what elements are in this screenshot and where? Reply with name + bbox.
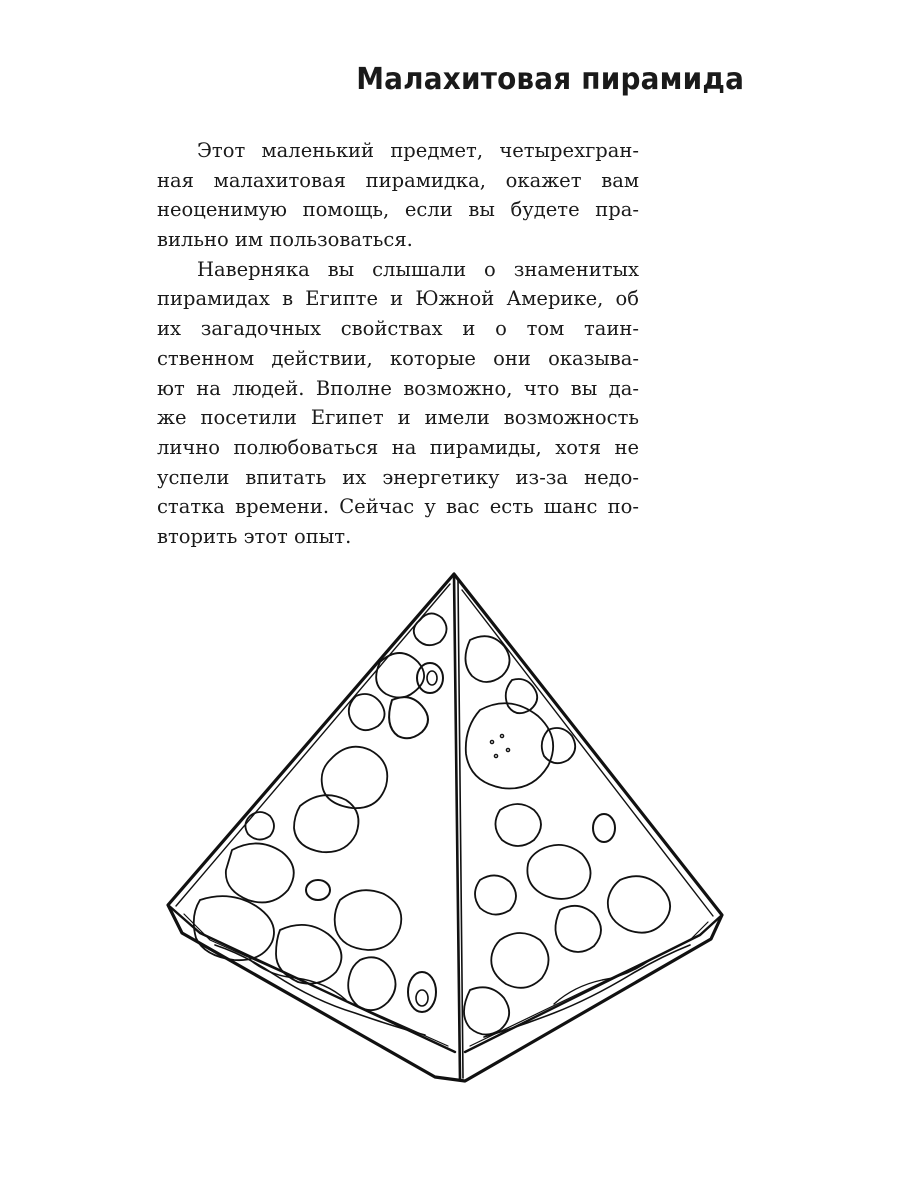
malachite-swirl: [226, 843, 294, 902]
text-line: же посетили Египет и имели возможность: [157, 406, 639, 430]
malachite-swirl: [475, 875, 516, 914]
malachite-swirl: [608, 876, 670, 933]
malachite-swirl: [466, 703, 553, 788]
text-line: неоценимую помощь, если вы будете пра-: [157, 198, 639, 222]
text-line: статка времени. Сейчас у вас есть шанс по-: [157, 495, 639, 519]
pyramid-left-edge-inner: [176, 584, 450, 906]
malachite-swirl: [542, 728, 575, 763]
malachite-swirl: [414, 613, 447, 645]
malachite-eye-inner: [416, 990, 428, 1006]
text-line: ственном действии, которые они оказыва-: [157, 346, 639, 370]
page-title: Малахитовая пирамида: [356, 62, 744, 97]
text-line: ная малахитовая пирамидка, окажет вам: [157, 168, 639, 192]
malachite-swirl: [495, 804, 541, 846]
malachite-swirl: [555, 906, 601, 952]
body-text: [157, 136, 639, 552]
malachite-dot: [506, 748, 509, 751]
text-line: Этот маленький предмет, четырехгран-: [197, 139, 639, 162]
pyramid-right-edge-inner: [462, 590, 713, 916]
malachite-swirl: [294, 795, 358, 852]
malachite-swirl: [276, 925, 341, 984]
malachite-swirl: [491, 933, 548, 988]
malachite-swirl: [322, 747, 388, 808]
text-line: ют на людей. Вполне возможно, что вы да-: [157, 376, 639, 400]
text-line: лично полюбоваться на пирамиды, хотя не: [157, 435, 639, 459]
malachite-swirl: [464, 987, 509, 1034]
text-line: успели впитать их энергетику из-за недо-: [157, 465, 639, 489]
text-line: Наверняка вы слышали о знаменитых: [197, 257, 639, 281]
pyramid-base-bevel-inner-left: [184, 914, 448, 1046]
malachite-eye: [593, 814, 615, 842]
pyramid-outline: [168, 574, 722, 1081]
malachite-pyramid-icon: [160, 570, 730, 1090]
malachite-swirl: [348, 957, 395, 1010]
malachite-swirl: [349, 694, 385, 730]
malachite-swirl: [389, 697, 428, 738]
text-line: их загадочных свойствах и о том таин-: [157, 317, 639, 341]
text-line: пирамидах в Египте и Южной Америке, об: [157, 287, 639, 311]
text-line: вторить этот опыт.: [157, 524, 352, 548]
malachite-swirl: [245, 812, 274, 840]
malachite-swirl: [527, 845, 590, 899]
malachite-dot: [490, 740, 493, 743]
malachite-swirl: [335, 890, 402, 950]
malachite-eye-inner: [427, 671, 437, 685]
malachite-pyramid-illustration: [160, 570, 730, 1090]
malachite-dot: [494, 754, 497, 757]
text-line: вильно им пользоваться.: [157, 228, 413, 252]
malachite-eye: [306, 880, 330, 900]
malachite-swirl: [506, 679, 537, 713]
malachite-dot: [500, 734, 503, 737]
